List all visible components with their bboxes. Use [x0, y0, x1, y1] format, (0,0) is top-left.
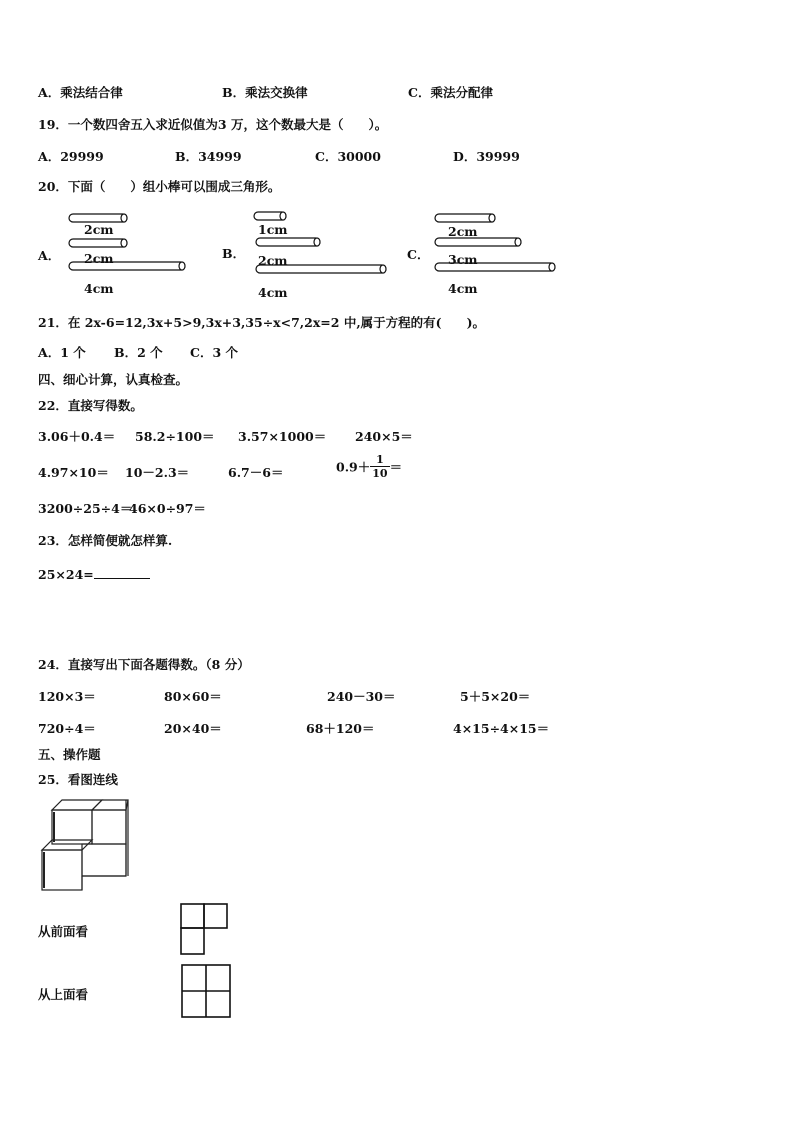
q19-option-c: C．30000	[315, 149, 381, 164]
section-five-heading: 五、操作题	[38, 747, 101, 762]
answer-blank[interactable]	[94, 566, 150, 579]
fraction	[370, 453, 389, 480]
q18-option-c: C．乘法分配律	[408, 85, 493, 100]
q24-expr: 5＋5×20＝	[460, 689, 531, 704]
q19-option-a: A．29999	[38, 149, 104, 164]
q22-fraction-suffix: ＝	[389, 459, 403, 475]
stick-length-label: 2cm	[84, 251, 114, 266]
q23-expr-text: 25×24=	[38, 567, 94, 582]
stick-group-c-figure	[434, 212, 562, 277]
q22-expr: 3.57×1000＝	[238, 429, 327, 444]
q21-option-a: A．1 个	[38, 345, 86, 360]
q22-expr: 240×5＝	[355, 429, 413, 444]
view-label-top: 从上面看	[38, 987, 89, 1002]
q23-question: 23．怎样简便就怎样算.	[38, 533, 173, 548]
q22-expr: 3200÷25÷4＝	[38, 501, 133, 516]
stick-length-label: 2cm	[258, 253, 288, 268]
stick-length-label: 4cm	[448, 281, 478, 296]
q24-expr: 80×60＝	[164, 689, 222, 704]
section-four-heading: 四、细心计算，认真检查。	[38, 372, 189, 387]
q19-question: 19．一个数四舍五入求近似值为3 万，这个数最大是（ ）。	[38, 117, 388, 132]
stick-length-label: 4cm	[258, 285, 288, 300]
q22-question: 22．直接写得数。	[38, 398, 143, 413]
q20-group-a-label: A．	[38, 248, 61, 263]
q22-expr: 46×0÷97＝	[129, 501, 206, 516]
q22-fraction-expr	[336, 453, 402, 480]
q18-option-a: A．乘法结合律	[38, 85, 123, 100]
cube-stack-figure	[40, 798, 132, 894]
q24-question: 24．直接写出下面各题得数。（8 分）	[38, 657, 250, 672]
q19-option-d: D．39999	[453, 149, 520, 164]
q20-group-b-label: B．	[222, 246, 246, 261]
fraction-numerator: 1	[376, 453, 384, 466]
stick-length-label: 2cm	[448, 224, 478, 239]
q22-expr: 3.06＋0.4＝	[38, 429, 116, 444]
q22-fraction-prefix: 0.9＋	[336, 459, 371, 475]
view-label-front: 从前面看	[38, 924, 89, 939]
q19-option-b: B．34999	[175, 149, 242, 164]
q25-question: 25．看图连线	[38, 772, 118, 787]
q24-expr: 720÷4＝	[38, 721, 96, 736]
q22-expr: 6.7－6＝	[228, 465, 284, 480]
q23-expression	[38, 566, 150, 582]
q24-expr: 4×15÷4×15＝	[453, 721, 550, 736]
q24-expr: 240－30＝	[327, 689, 396, 704]
q24-expr: 120×3＝	[38, 689, 96, 704]
q22-expr: 58.2÷100＝	[135, 429, 215, 444]
q18-option-b: B．乘法交换律	[222, 85, 308, 100]
stick-length-label: 4cm	[84, 281, 114, 296]
top-view-figure	[181, 964, 233, 1020]
stick-length-label: 2cm	[84, 222, 114, 237]
q20-group-c-label: C．	[407, 247, 430, 262]
q21-option-b: B．2 个	[114, 345, 163, 360]
q22-expr: 10－2.3＝	[125, 465, 190, 480]
q21-question: 21．在 2x-6=12,3x+5>9,3x+3,35÷x<7,2x=2 中,属于方程的有( )。	[38, 315, 485, 330]
q22-expr: 4.97×10＝	[38, 465, 109, 480]
q20-question: 20．下面（ ）组小棒可以围成三角形。	[38, 179, 281, 194]
stick-length-label: 1cm	[258, 222, 288, 237]
q24-expr: 68＋120＝	[306, 721, 375, 736]
q24-expr: 20×40＝	[164, 721, 222, 736]
q21-option-c: C．3 个	[190, 345, 238, 360]
front-view-figure	[180, 903, 230, 957]
fraction-denominator: 10	[372, 467, 388, 480]
stick-length-label: 3cm	[448, 252, 478, 267]
